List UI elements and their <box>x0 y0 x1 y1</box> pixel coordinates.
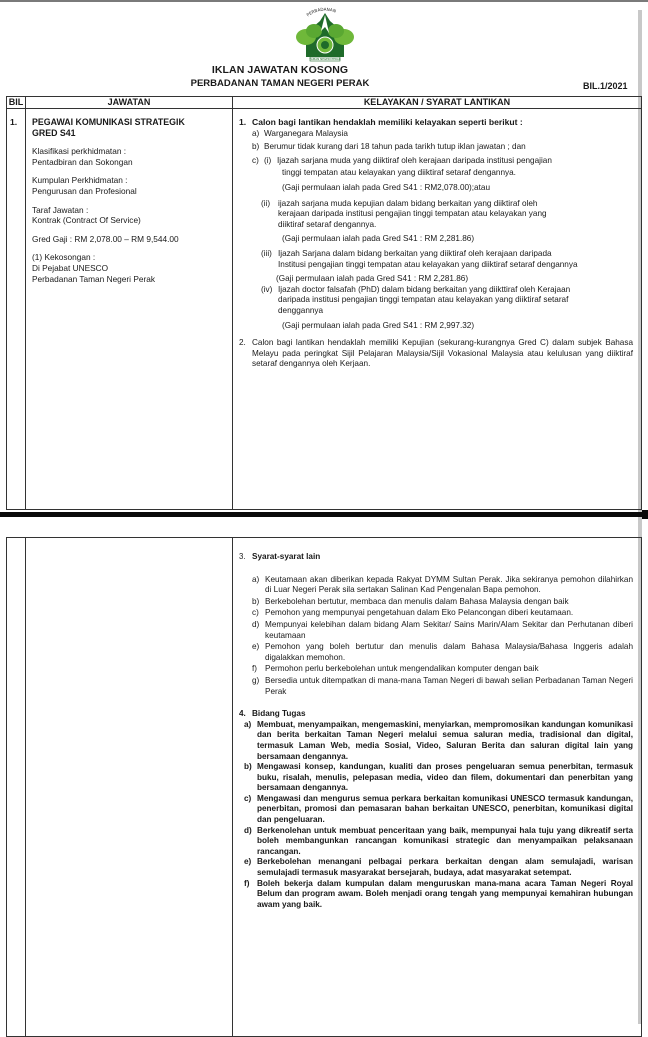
list-item <box>239 676 633 697</box>
list-item-label: a) <box>252 574 260 584</box>
list-item-text: Berkebolehan menangani pelbagai perkara berkaitan dengan alam semulajadi, warisan semulajadi termasuk masyarakat bersejarah, budaya, adat masyarakat setempat. <box>257 857 633 878</box>
klasifikasi-label: Klasifikasi perkhidmatan : <box>32 146 127 157</box>
list-item-text: Keutamaan akan diberikan kepada Rakyat DYMM Sultan Perak. Jika sekiranya pemohon dilahirkan di Luar Negeri Perak sila sertakan Salinan Kad Pengenalan Bapa pemohon. <box>265 574 633 595</box>
list-item-label: b) <box>252 596 260 606</box>
top-border <box>0 0 648 2</box>
position-details <box>26 109 232 284</box>
position-grade: GRED S41 <box>32 127 76 138</box>
list-item-text: Membuat, menyampaikan, mengemaskini, menyiarkan, mempromosikan kandungan komunikasi dan berita berkaitan Taman Negeri melalui semua saluran media, tradisional dan digital, termasuk Laman Web, media Sosial, Video, Saluran Berita dan saluran digital lain yang bersamaan dengannya. <box>257 719 633 761</box>
taraf-value: Kontrak (Contract Of Service) <box>32 215 141 226</box>
sub-item: (i) Ijazah sarjana muda yang diiktiraf oleh kerajaan daripada institusi pengajian tinggi tempatan atau kelayakan yang diiktiraf setaraf dengannya. <box>264 155 552 178</box>
logo-banner-text: TAMAN NEGERI PERAK <box>309 57 341 62</box>
list-item-text: Mengawasi konsep, kandungan, kualiti dan proses pengeluaran semua penerbitan, termasuk buku, risalah, menulis, pelepasan media, video dan filem, dokumentari dan penerbitan yang bersamaan dengannya. <box>257 762 633 793</box>
table-row <box>7 109 642 510</box>
list-item-label: f) <box>244 878 250 888</box>
list-item: b) Berumur tidak kurang dari 18 tahun pada tarikh tutup iklan jawatan ; dan <box>252 142 526 152</box>
row-number: 1. <box>10 117 18 127</box>
list-item-label: d) <box>244 825 252 835</box>
list-item <box>239 720 633 762</box>
taraf-label: Taraf Jawatan : <box>32 204 89 215</box>
section-4-heading: 4. Bidang Tugas <box>239 709 306 719</box>
kumpulan-value: Pengurusan dan Profesional <box>32 185 137 196</box>
sub-item: (iv) Ijazah doctor falsafah (PhD) dalam bidang berkaitan yang diikttiraf oleh Kerajaan daripada institusi pengajian tinggi tempatan atau kelayakan yang diiktiraf setaraf denggannya <box>261 284 571 315</box>
list-item <box>239 762 633 794</box>
reference-number: BIL.1/2021 <box>583 81 628 91</box>
starting-salary: (Gaji permulaan ialah pada Gred S41 : RM 2,281.86) <box>276 274 469 284</box>
list-item-label: f) <box>252 664 258 674</box>
salary-grade: Gred Gaji : RM 2,078.00 – RM 9,544.00 <box>32 233 179 244</box>
list-item <box>239 575 633 596</box>
table-row <box>7 538 642 1037</box>
page-subtitle: PERBADANAN TAMAN NEGERI PERAK <box>190 78 370 89</box>
list-item-text: Boleh bekerja dalam kumpulan dalam menguruskan mana-mana acara Taman Negeri Royal Belum dan program awam. Boleh menjadi orang tengah yang mempunyai kemahiran hubungan awam yang baik. <box>257 878 633 909</box>
kumpulan-label: Kumpulan Perkhidmatan : <box>32 175 128 186</box>
starting-salary: (Gaji permulaan ialah pada Gred S41 : RM 2,281.86) <box>282 234 475 244</box>
section-3-list <box>239 575 633 698</box>
starting-salary: (Gaji permulaan ialah pada Gred S41 : RM2,078.00);atau <box>282 182 490 192</box>
list-item-text: Berkebolehan bertutur, membaca dan menulis dalam Bahasa Malaysia dengan baik <box>265 596 569 606</box>
vacancy-location-2: Perbadanan Taman Negeri Perak <box>32 273 155 284</box>
klasifikasi-value: Pentadbiran dan Sokongan <box>32 156 133 167</box>
section-1-heading: 1. Calon bagi lantikan hendaklah memiliki kelayakan seperti berikut : <box>239 117 523 127</box>
vacancy-location-1: Di Pejabat UNESCO <box>32 262 109 273</box>
list-item-text: Pemohon yang boleh bertutur dan menulis dalam Bahasa Malaysia/Bahasa Inggeris adalah digalakkan memohon. <box>265 642 633 662</box>
list-item-text: Bersedia untuk ditempatkan di mana-mana Taman Negeri di bawah selian Perbadanan Taman Negeri Perak <box>265 675 633 696</box>
list-item-text: Mempunyai kelebihan dalam bidang Alam Sekitar/ Sains Marin/Alam Sekitar dan Perhutanan diberi keutamaan <box>265 619 633 640</box>
list-item-text: Pemohon yang mempunyai pengetahuan dalam Eko Pelancongan diberi keutamaan. <box>265 608 574 618</box>
list-item <box>239 826 633 858</box>
list-item-label: e) <box>244 857 252 867</box>
list-item-label: g) <box>252 675 260 685</box>
list-item <box>239 664 633 675</box>
list-item: a) Warganegara Malaysia <box>252 128 348 138</box>
other-requirements <box>233 538 641 910</box>
list-item <box>239 642 633 663</box>
organization-logo-icon <box>292 7 358 65</box>
list-item-text: Mengawasi dan mengurus semua perkara berkaitan komunikasi UNESCO termasuk kandungan, penerbitan, promosi dan pemasaran bahan berkaitan UNESCO, penerbitan, komunikasi digital dan pengeluaran. <box>257 793 633 825</box>
section-2: 2. Calon bagi lantikan hendaklah memiliki Kepujian (sekurang-kurangnya Gred C) dalam subjek Bahasa Melayu pada peringkat Sijil Pelajaran Malaysia/Sijil Vokasional Malaysia atau kelulusan yang diiktiraf setaraf dengannya oleh Kerjaan. <box>239 338 633 369</box>
vacancy-table-page-2 <box>6 537 642 1037</box>
list-item <box>239 879 633 911</box>
column-header-bil: BIL <box>7 97 26 109</box>
logo-arc-text: PERBADANAN <box>305 7 337 18</box>
starting-salary: (Gaji permulaan ialah pada Gred S41 : RM 2,997.32) <box>282 320 475 330</box>
list-item-label: c) <box>252 608 259 618</box>
page-separator <box>0 512 642 517</box>
list-item-text: Permohon perlu berkebolehan untuk mengendalikan komputer dengan baik <box>265 664 539 674</box>
list-item-label: c) <box>244 793 252 803</box>
position-title: PEGAWAI KOMUNIKASI STRATEGIK <box>32 117 185 127</box>
list-item-text: Berkenolehan untuk membuat penceritaan yang baik, mempunyai hala tuju yang dikreatif serta boleh membangunkan rancangan komunikasi strategic dan menyampaikan pelaksanaan rancangan. <box>257 825 633 856</box>
list-item <box>239 794 633 826</box>
vacancy-table-page-1 <box>6 96 642 510</box>
sub-item: (iii) Ijazah Sarjana dalam bidang berkaitan yang diiktiraf oleh kerajaan daripada Institusi pengajian tinggi tempatan atau kelayakan yang diiktiraf setaraf dengannya <box>261 248 578 269</box>
page-separator-edge <box>642 510 648 519</box>
qualifications <box>233 109 641 370</box>
list-item <box>239 597 633 608</box>
page-title: IKLAN JAWATAN KOSONG <box>211 64 349 76</box>
table-header-row <box>7 97 642 109</box>
list-item <box>239 620 633 641</box>
list-item <box>239 608 633 619</box>
column-header-jawatan: JAWATAN <box>26 97 233 109</box>
list-item-label: a) <box>244 719 252 729</box>
section-3-heading: 3. Syarat-syarat lain <box>239 552 321 561</box>
list-item-label: d) <box>252 619 260 629</box>
list-item: c) (i) Ijazah sarjana muda yang diiktiraf oleh kerajaan daripada institusi pengajian tinggi tempatan atau kelayakan yang diiktiraf setaraf dengannya. (Gaji permulaan ialah pada Gred S41 : RM2,078.00);atau (ii) ijazah sarjana muda kepujian dalam bidang berkaitan yang diiktiraf oleh kerajaan daripada institusi pengajian tinggi tempatan atau kelayakan yang diiktiraf setaraf dengannya. (Gaji permulaan ialah pada Gred S41 : RM 2,281.86) (iii) Ijazah Sarjana dalam bidang berkaitan yang diiktiraf oleh kerajaan daripada Institusi pengajian tinggi tempatan atau kelayakan yang diiktiraf setaraf dengannya (Gaji permulaan ialah pada Gred S41 : RM 2,281.86) (iv) Ijazah doctor falsafah (PhD) dalam bidang berkaitan yang diikttiraf oleh Kerajaan daripada institusi pengajian tinggi tempatan atau kelayakan yang diiktiraf setaraf denggannya (Gaji permulaan ialah pada Gred S41 : RM 2,997.32) <box>239 156 633 336</box>
sub-item: (ii) ijazah sarjana muda kepujian dalam bidang berkaitan yang diiktiraf oleh kerajaan daripada institusi pengajian tinggi tempatan atau kelayakan yang diiktiraf setaraf dengannya. <box>261 198 547 229</box>
list-item <box>239 857 633 878</box>
list-item-label: e) <box>252 642 260 652</box>
section-4-list <box>239 720 633 911</box>
list-item-label: b) <box>244 762 252 772</box>
vacancy-label: (1) Kekosongan : <box>32 252 96 263</box>
column-header-kelayakan: KELAYAKAN / SYARAT LANTIKAN <box>233 97 642 109</box>
